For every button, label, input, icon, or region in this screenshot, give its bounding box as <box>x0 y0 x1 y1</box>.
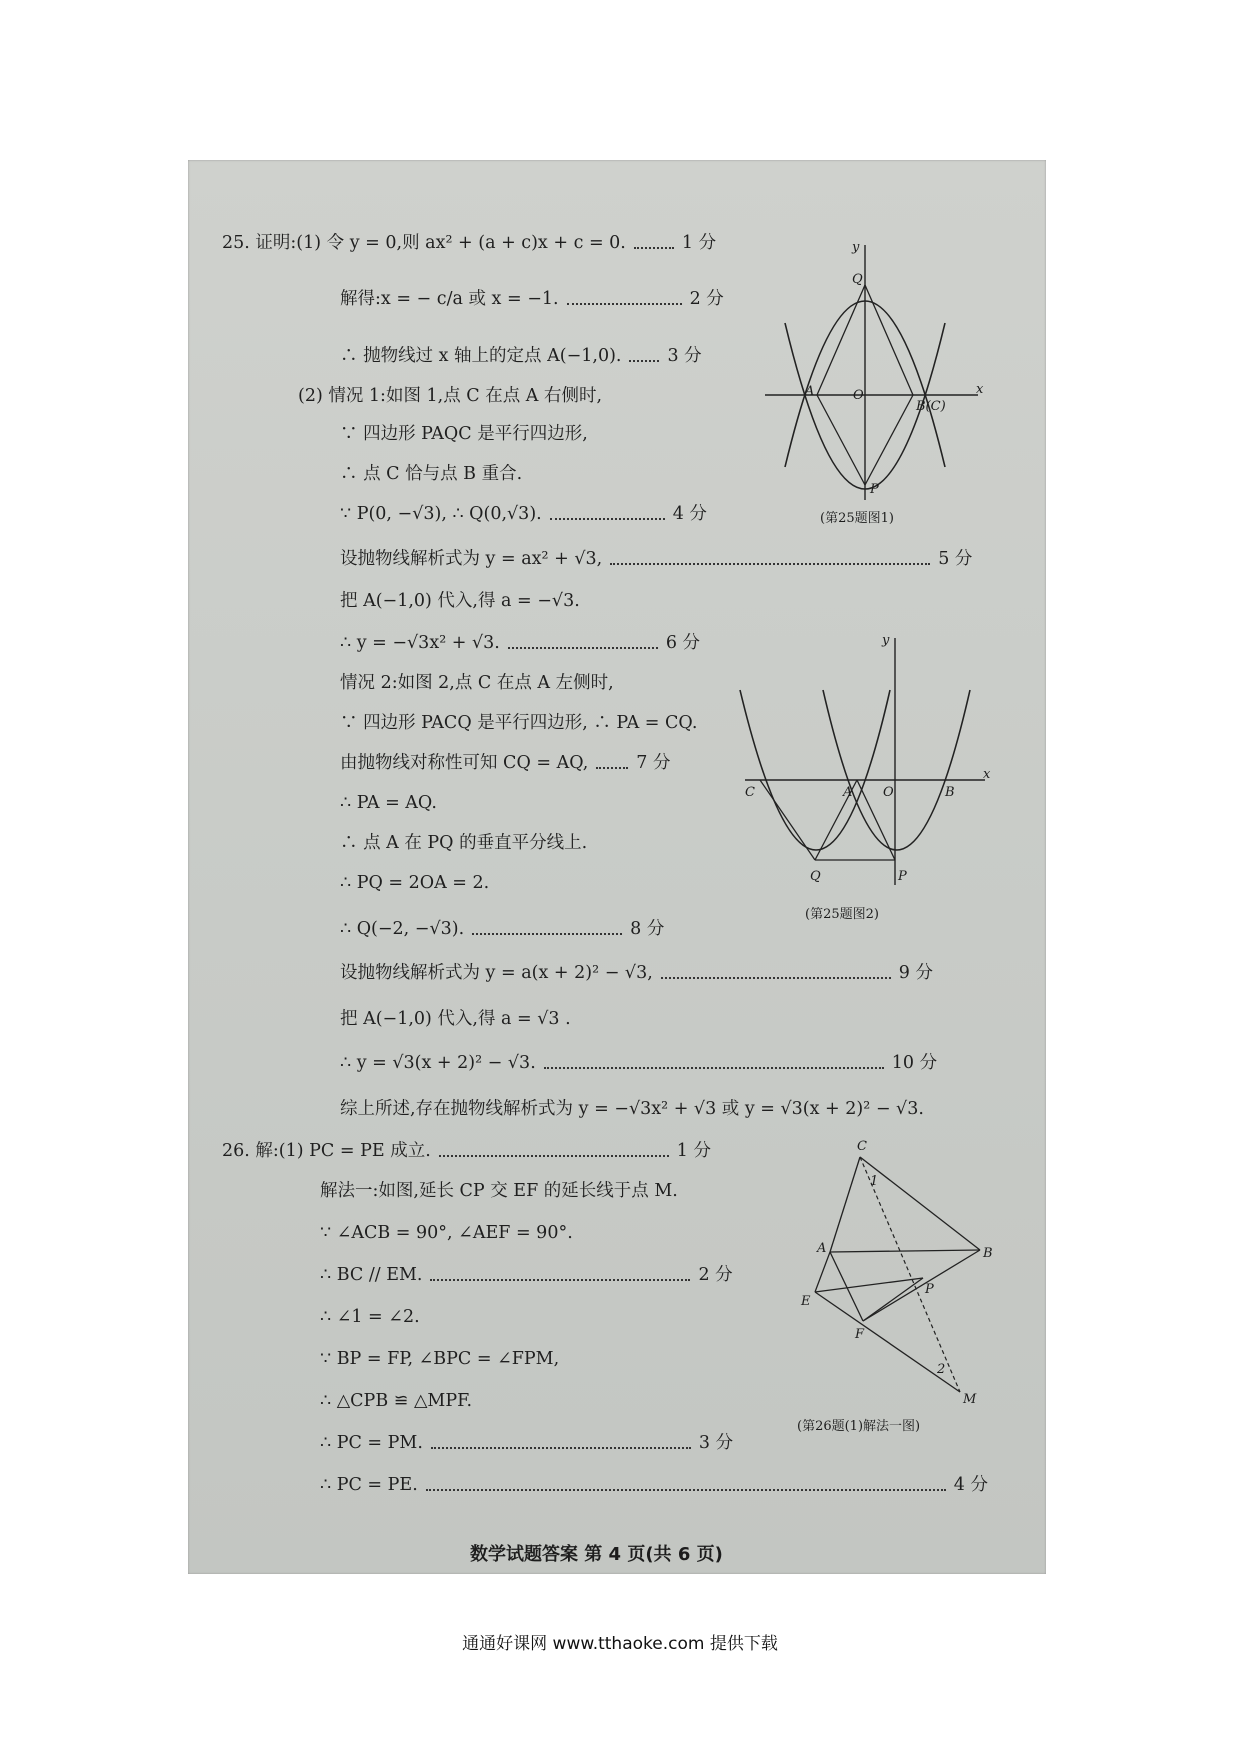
solution-line-text: ∴ PQ = 2OA = 2. <box>340 873 490 893</box>
solution-line <box>320 1180 678 1202</box>
fig3-label-m: M <box>963 1392 977 1407</box>
solution-line <box>340 752 670 774</box>
solution-line <box>298 385 602 407</box>
fig2-label-b: B <box>945 785 955 800</box>
solution-line-text: ∴ 点 C 恰与点 B 重合. <box>340 464 523 484</box>
fig1-label-y: y <box>852 240 860 255</box>
solution-line <box>320 1348 559 1370</box>
leader-dots <box>544 1059 884 1069</box>
solution-line-text: ∴ 点 A 在 PQ 的垂直平分线上. <box>340 833 588 853</box>
solution-line-text: 设抛物线解析式为 y = ax² + √3, <box>340 549 603 569</box>
score-mark: 1 分 <box>676 1141 711 1161</box>
fig2-label-p: P <box>898 869 907 884</box>
solution-line-text: ∵ 四边形 PAQC 是平行四边形, <box>340 424 588 444</box>
fig2-label-a: A <box>843 785 853 800</box>
score-mark: 3 分 <box>667 346 702 366</box>
solution-line-text: ∴ PC = PE. <box>320 1475 418 1495</box>
solution-line-text: ∴ △CPB ≌ △MPF. <box>320 1391 473 1411</box>
fig2-label-x: x <box>983 767 991 782</box>
fig1-label-b: B(C) <box>916 399 946 414</box>
fig1-label-a: A <box>805 384 815 399</box>
solution-line <box>340 288 724 310</box>
solution-line <box>340 1008 571 1030</box>
solution-line <box>340 792 437 814</box>
figure-25-1 <box>760 235 990 535</box>
solution-line <box>340 463 522 485</box>
leader-dots <box>596 759 628 769</box>
solution-line <box>340 712 697 734</box>
solution-line <box>320 1222 573 1244</box>
solution-line-text: 情况 2:如图 2,点 C 在点 A 左侧时, <box>340 673 614 693</box>
score-mark: 2 分 <box>698 1265 733 1285</box>
solution-line-text: ∴ BC // EM. <box>320 1265 423 1285</box>
solution-line-text: ∴ PA = AQ. <box>340 793 437 813</box>
solution-line <box>340 832 587 854</box>
solution-line <box>340 872 489 894</box>
leader-dots <box>439 1147 669 1157</box>
solution-line-text: ∴ ∠1 = ∠2. <box>320 1307 420 1327</box>
leader-dots <box>430 1271 690 1281</box>
solution-line <box>340 345 702 367</box>
solution-line <box>222 232 716 254</box>
solution-line-text: 解法一:如图,延长 CP 交 EF 的延长线于点 M. <box>320 1181 678 1201</box>
solution-line-text: 解得:x = − c/a 或 x = −1. <box>340 289 559 309</box>
fig3-label-b: B <box>983 1246 993 1261</box>
solution-line <box>340 548 972 570</box>
score-mark: 9 分 <box>898 963 933 983</box>
leader-dots <box>634 239 674 249</box>
score-mark: 10 分 <box>891 1053 938 1073</box>
leader-dots <box>472 925 622 935</box>
solution-line <box>340 918 664 940</box>
fig3-label-f: F <box>855 1327 865 1342</box>
leader-dots <box>661 969 891 979</box>
solution-line <box>340 1052 937 1074</box>
solution-line-text: ∵ P(0, −√3), ∴ Q(0,√3). <box>340 504 542 524</box>
score-mark: 8 分 <box>630 919 665 939</box>
solution-line-text: ∵ ∠ACB = 90°, ∠AEF = 90°. <box>320 1223 573 1243</box>
solution-line-text: ∴ PC = PM. <box>320 1433 423 1453</box>
score-mark: 6 分 <box>665 633 701 653</box>
solution-line-text: ∴ Q(−2, −√3). <box>340 919 465 939</box>
solution-line <box>340 672 614 694</box>
solution-line <box>340 962 933 984</box>
solution-line <box>222 1140 711 1162</box>
fig2-label-c: C <box>745 785 755 800</box>
solution-line-text: ∵ BP = FP, ∠BPC = ∠FPM, <box>320 1349 560 1369</box>
solution-line <box>340 590 580 612</box>
leader-dots <box>610 555 930 565</box>
figure-26-1 <box>775 1135 1015 1440</box>
score-mark: 5 分 <box>938 549 973 569</box>
solution-line-text: 综上所述,存在抛物线解析式为 y = −√3x² + √3 或 y = √3(x + 2)² − √3. <box>340 1099 924 1119</box>
fig3-caption: (第26题(1)解法一图) <box>797 1419 921 1434</box>
leader-dots <box>567 295 682 305</box>
leader-dots <box>508 639 658 649</box>
fig3-label-two: 2 <box>937 1362 946 1377</box>
leader-dots <box>550 510 665 520</box>
leader-dots <box>629 352 659 362</box>
score-mark: 7 分 <box>636 753 671 773</box>
solution-line-text: 25. 证明:(1) 令 y = 0,则 ax² + (a + c)x + c = 0. <box>222 233 626 253</box>
fig1-label-o: O <box>853 388 864 403</box>
fig1-label-x: x <box>976 382 984 397</box>
solution-line-text: 设抛物线解析式为 y = a(x + 2)² − √3, <box>340 963 653 983</box>
solution-line <box>340 423 588 445</box>
solution-line-text: 由抛物线对称性可知 CQ = AQ, <box>340 753 589 773</box>
score-mark: 2 分 <box>689 289 724 309</box>
fig2-label-y: y <box>882 633 890 648</box>
fig1-label-p: P <box>870 482 879 497</box>
fig3-label-one: 1 <box>870 1174 879 1189</box>
page-footer: 数学试题答案 第 4 页(共 6 页) <box>470 1544 723 1565</box>
solution-line-text: ∴ 抛物线过 x 轴上的定点 A(−1,0). <box>340 346 622 366</box>
leader-dots <box>431 1439 691 1449</box>
solution-line-text: ∴ y = −√3x² + √3. <box>340 633 500 653</box>
score-mark: 3 分 <box>698 1433 734 1453</box>
fig2-caption: (第25题图2) <box>805 907 879 922</box>
fig3-label-e: E <box>801 1294 811 1309</box>
solution-line-text: 把 A(−1,0) 代入,得 a = −√3. <box>340 591 580 611</box>
solution-line-text: ∴ y = √3(x + 2)² − √3. <box>340 1053 536 1073</box>
fig2-label-q: Q <box>810 869 821 884</box>
solution-line-text: (2) 情况 1:如图 1,点 C 在点 A 右侧时, <box>298 386 603 406</box>
solution-line <box>340 1098 924 1120</box>
solution-line-text: 26. 解:(1) PC = PE 成立. <box>222 1141 431 1161</box>
fig2-label-o: O <box>883 785 894 800</box>
fig3-label-a: A <box>817 1241 827 1256</box>
figure-25-2 <box>735 630 1000 930</box>
fig3-label-c: C <box>857 1139 867 1154</box>
solution-line <box>340 632 700 654</box>
leader-dots <box>426 1481 946 1491</box>
solution-line <box>320 1264 733 1286</box>
score-mark: 4 分 <box>672 504 707 524</box>
fig1-label-q: Q <box>852 272 863 287</box>
score-mark: 1 分 <box>681 233 717 253</box>
solution-line <box>320 1306 420 1328</box>
solution-line-text: 把 A(−1,0) 代入,得 a = √3 . <box>340 1009 571 1029</box>
fig1-caption: (第25题图1) <box>820 511 894 526</box>
solution-line <box>340 503 707 525</box>
solution-line-text: ∵ 四边形 PACQ 是平行四边形, ∴ PA = CQ. <box>340 713 698 733</box>
solution-line <box>320 1390 472 1412</box>
download-credit: 通通好课网 www.tthaoke.com 提供下载 <box>462 1634 778 1654</box>
fig3-label-p: P <box>925 1282 934 1297</box>
solution-line <box>320 1474 988 1496</box>
score-mark: 4 分 <box>953 1475 988 1495</box>
solution-line <box>320 1432 733 1454</box>
